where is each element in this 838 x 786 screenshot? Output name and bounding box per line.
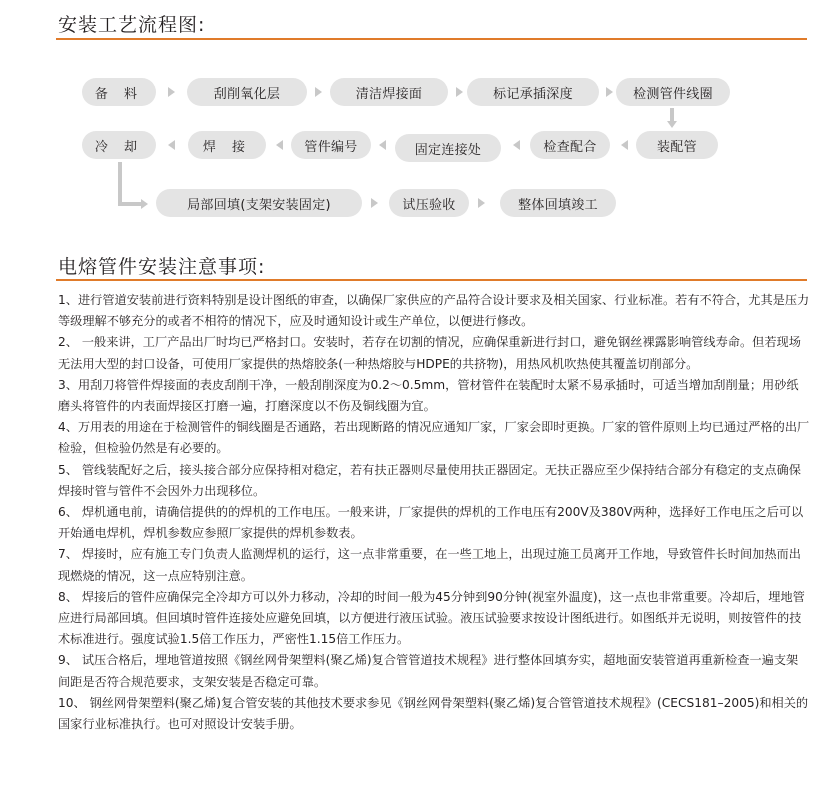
step-number-fittings: 管件编号 [291, 131, 371, 159]
note-item: 5、 管线装配好之后，接头接合部分应保持相对稳定，若有扶正器则尽量使用扶正器固定。无扶正器应至少保持结合部分有稳定的支点确保焊接时管与管件不会因外力出现移位。 [58, 462, 801, 498]
step-assemble-pipe: 装配管 [636, 131, 718, 159]
step-fix-joint: 固定连接处 [395, 134, 501, 162]
note-item: 10、 钢丝网骨架塑料(聚乙烯)复合管安装的其他技术要求参见《钢丝网骨架塑料(聚乙烯)复合管管道技术规程》(CECS181–2005)和相关的国家行业标准执行。也可对照设计安装手册。 [58, 695, 809, 732]
arrow-down-icon [667, 121, 677, 128]
step-cool: 冷 却 [82, 131, 156, 159]
arrow-left-icon [621, 140, 628, 150]
step-weld: 焊 接 [188, 131, 266, 159]
step-mark-depth: 标记承插深度 [467, 78, 599, 106]
arrow-right-icon [168, 87, 175, 97]
elbow-stem [118, 162, 122, 206]
step-prepare: 备 料 [82, 78, 156, 106]
process-title: 安装工艺流程图: [58, 14, 206, 36]
step-check-fit: 检查配合 [530, 131, 610, 159]
notes-title: 电熔管件安装注意事项: [58, 256, 266, 278]
arrow-left-icon [168, 140, 175, 150]
process-title-rule [56, 38, 807, 40]
note-item: 6、 焊机通电前，请确信提供的的焊机的工作电压。一般来讲，厂家提供的焊机的工作电压有200V及380V两种，选择好工作电压之后可以开始通电焊机，焊机参数应参照厂家提供的焊机参数表。 [58, 505, 804, 541]
note-item: 2、 一般来讲，工厂产品出厂时均已严格封口。安装时，若存在切割的情况，应确保重新进行封口，避免钢丝裸露影响管线寿命。但若现场无法用大型的封口设备，可使用厂家提供的热熔胶条(一种热熔胶与HDPE的共挤物)，用热风机吹热使其覆盖切削部分。 [58, 335, 801, 371]
note-item: 8、 焊接后的管件应确保完全冷却方可以外力移动，冷却的时间一般为45分钟到90分钟(视室外温度)，这一点也非常重要。冷却后，埋地管应进行局部回填。但回填时管件连接处应避免回填，以方便进行液压试验。液压试验要求按设计图纸进行。如图纸并无说明，则按管件的技术标准进行。强度试验1.5倍工作压力，严密性1.15倍工作压力。 [58, 589, 805, 647]
notes-list [58, 290, 810, 735]
note-item: 3、用刮刀将管件焊接面的表皮刮削干净，一般刮削深度为0.2～0.5mm，管材管件在装配时太紧不易承插时，可适当增加刮削量；用砂纸磨头将管件的内表面焊接区打磨一遍，打磨深度以不伤及铜线圈为宜。 [58, 377, 799, 414]
arrow-right-icon [478, 198, 485, 208]
step-final-backfill: 整体回填竣工 [500, 189, 616, 217]
arrow-left-icon [276, 140, 283, 150]
arrow-down-stem [670, 108, 674, 122]
step-scrape-oxide: 刮削氧化层 [187, 78, 307, 106]
note-item: 9、 试压合格后，埋地管道按照《钢丝网骨架塑料(聚乙烯)复合管管道技术规程》进行整体回填夯实，超地面安装管道再重新检查一遍支架间距是否符合规范要求，支架安装是否稳定可靠。 [58, 653, 799, 689]
arrow-right-icon [141, 199, 148, 209]
elbow-stem [118, 202, 142, 206]
arrow-right-icon [315, 87, 322, 97]
note-item: 7、 焊接时，应有施工专门负责人监测焊机的运行，这一点非常重要，在一些工地上，出现过施工员离开工作地，导致管件长时间加热而出现燃烧的情况，这一点应特别注意。 [58, 547, 801, 583]
arrow-left-icon [379, 140, 386, 150]
arrow-right-icon [371, 198, 378, 208]
notes-title-rule [56, 279, 807, 281]
step-check-coil: 检测管件线圈 [616, 78, 730, 106]
arrow-left-icon [513, 140, 520, 150]
note-item: 4、万用表的用途在于检测管件的铜线圈是否通路，若出现断路的情况应通知厂家，厂家会即时更换。厂家的管件原则上均已通过严格的出厂检验，但检验仍然是有必要的。 [58, 420, 810, 456]
step-pressure-test: 试压验收 [389, 189, 469, 217]
step-clean-surface: 清洁焊接面 [330, 78, 448, 106]
note-item: 1、进行管道安装前进行资料特别是设计图纸的审查，以确保厂家供应的产品符合设计要求及相关国家、行业标准。若有不符合，尤其是压力等级理解不够充分的或者不相符的情况下，应及时通知设计或生产单位，以便进行修改。 [58, 293, 810, 329]
arrow-right-icon [456, 87, 463, 97]
arrow-right-icon [606, 87, 613, 97]
step-partial-backfill: 局部回填(支架安装固定) [156, 189, 362, 217]
